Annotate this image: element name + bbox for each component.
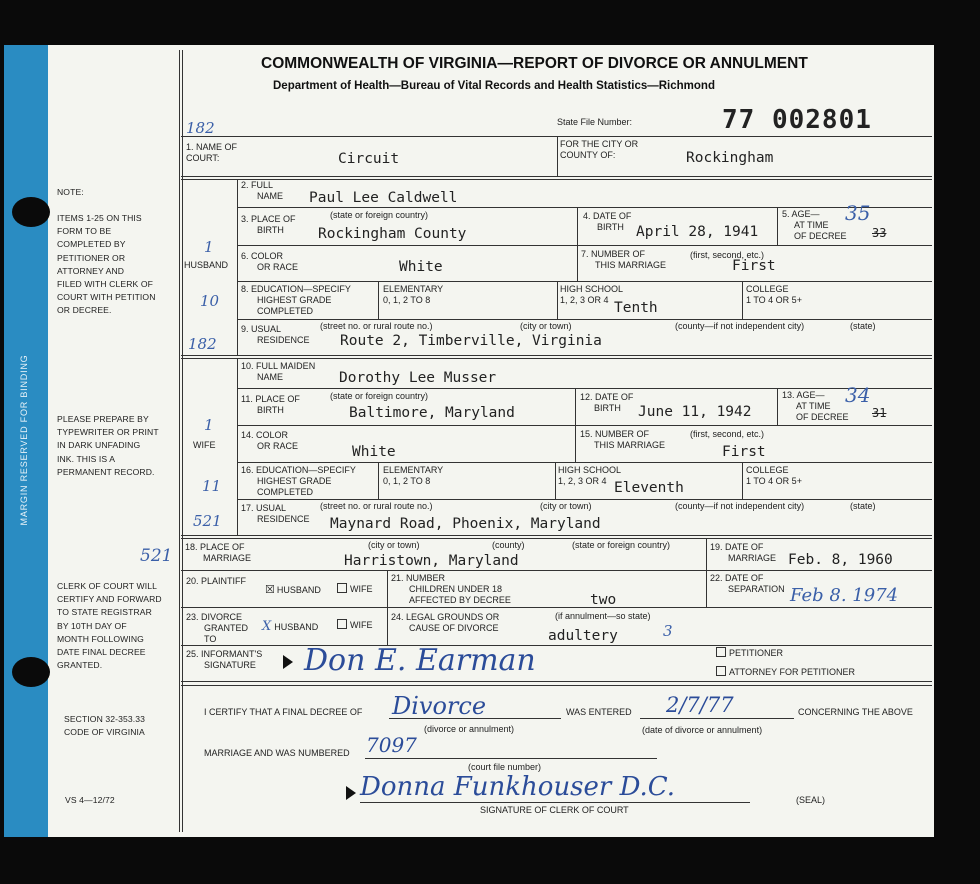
label-line: COMPLETED [257, 487, 314, 497]
husband-section-label: HUSBAND [184, 260, 229, 270]
divider [237, 425, 932, 426]
wife-marriage-number: First [722, 444, 766, 460]
divider [575, 388, 576, 462]
label-line: 17. USUAL [241, 503, 287, 513]
fill-line [360, 802, 750, 803]
label-line: BIRTH [257, 225, 284, 235]
label-line: HIGH SCHOOL [560, 284, 624, 294]
note-line: INK. THIS IS A [57, 453, 116, 464]
wife-dob-label [580, 392, 633, 414]
divider [237, 499, 932, 500]
label-line: OR RACE [257, 441, 299, 451]
label-line: 9. USUAL [241, 324, 282, 334]
divider [706, 538, 707, 607]
plaintiff-label: 20. PLAINTIFF [186, 576, 247, 586]
separation-label [710, 573, 785, 595]
granted-wife-checkbox[interactable] [337, 619, 347, 629]
note-line: PETITIONER OR [57, 252, 126, 263]
wife-age: 34 [845, 383, 871, 407]
divider [237, 245, 932, 246]
marriage-place: Harristown, Maryland [344, 553, 519, 569]
husband-birthplace-label [241, 214, 296, 236]
husband-side-code: 182 [188, 335, 217, 353]
label-line: 2. FULL [241, 180, 274, 190]
husband-residence-label [241, 324, 310, 346]
label-line: MARRIAGE [728, 553, 777, 563]
wife-residence-label [241, 503, 310, 525]
label-line: COUNTY OF: [560, 150, 616, 160]
note-line: FORM TO BE [57, 226, 112, 237]
wife-side-code: 521 [193, 512, 222, 530]
husband-dob: April 28, 1941 [636, 224, 759, 240]
husband-marriage-number: First [732, 258, 776, 274]
residence-hint-county: (county—if not independent city) [675, 501, 805, 511]
divider [577, 207, 578, 281]
note-line: MONTH FOLLOWING [57, 633, 144, 644]
plaintiff-wife-option[interactable] [337, 583, 373, 594]
divider [378, 281, 379, 319]
wife-birthplace-hint: (state or foreign country) [330, 391, 429, 401]
numbered-text: MARRIAGE AND WAS NUMBERED [204, 748, 350, 758]
marriage-place-hint-state: (state or foreign country) [572, 540, 671, 550]
label-line: 12. DATE OF [580, 392, 634, 402]
note-line: SECTION 32-353.33 [64, 714, 145, 724]
note-clerk-block [57, 580, 162, 672]
plaintiff-wife-checkbox[interactable] [337, 583, 347, 593]
husband-name-label [241, 180, 283, 202]
note-line: FILED WITH CLERK OF [57, 279, 153, 290]
wife-color-label [241, 430, 298, 452]
divider [181, 607, 932, 608]
label-line: AFFECTED BY DECREE [409, 595, 511, 605]
residence-hint-city: (city or town) [540, 501, 592, 511]
husband-side-code: 10 [200, 292, 220, 310]
label-line: SEPARATION [728, 584, 785, 594]
label-line: SIGNATURE [204, 660, 256, 670]
divider [237, 462, 932, 463]
section-code-block [64, 713, 145, 739]
form-number: VS 4—12/72 [65, 795, 115, 805]
attorney-checkbox[interactable] [716, 666, 726, 676]
husband-college-label [746, 284, 802, 306]
divider [555, 462, 556, 499]
plaintiff-husband-checkbox-checked[interactable]: ☒ [265, 584, 275, 596]
wife-name-label [241, 361, 315, 383]
informant-attorney-option[interactable] [716, 666, 855, 677]
wife-color: White [352, 444, 396, 460]
wife-birthplace-label [241, 394, 300, 416]
wife-college-label [746, 465, 802, 487]
label-line: COURT: [186, 153, 220, 163]
wife-residence: Maynard Road, Phoenix, Maryland [330, 516, 601, 532]
husband-dob-label [583, 211, 631, 233]
punch-hole-icon [12, 657, 50, 687]
note-line: PERMANENT RECORD. [57, 466, 155, 477]
note-items-block [57, 212, 156, 318]
husband-full-name: Paul Lee Caldwell [309, 190, 458, 206]
wife-birthplace: Baltimore, Maryland [349, 405, 515, 421]
informant-signature: Don E. Earman [304, 643, 536, 678]
label-line: 23. DIVORCE [186, 612, 243, 622]
arrow-pointer-icon [283, 655, 293, 669]
residence-hint-state: (state) [850, 501, 876, 511]
grounds-hint: (if annulment—so state) [555, 611, 651, 621]
marriage-place-hint-city: (city or town) [368, 540, 420, 550]
label-line: 15. NUMBER OF [580, 429, 650, 439]
divider [777, 388, 778, 425]
residence-hint-street: (street no. or rural route no.) [320, 321, 433, 331]
option-label: WIFE [350, 620, 373, 630]
grounds-label [391, 612, 499, 634]
divider [181, 535, 932, 536]
clerk-signature: Donna Funkhouser D.C. [360, 772, 676, 802]
court-city-value: Rockingham [686, 150, 774, 166]
label-line: AT TIME [796, 401, 831, 411]
pencil-code-182: 182 [186, 119, 215, 137]
wife-full-name: Dorothy Lee Musser [339, 370, 497, 386]
divider [181, 685, 932, 686]
divider [742, 462, 743, 499]
label-line: GRANTED [204, 623, 249, 633]
divider [181, 176, 932, 177]
note-line: CLERK OF COURT WILL [57, 581, 157, 591]
wife-age-struck: 31 [872, 406, 887, 420]
wife-side-code: 1 [204, 416, 214, 434]
residence-hint-city: (city or town) [520, 321, 572, 331]
label-line: HIGH SCHOOL [558, 465, 622, 475]
separation-date: Feb 8. 1974 [790, 585, 899, 606]
note-line: COMPLETED BY [57, 239, 126, 250]
option-label: PETITIONER [729, 648, 784, 658]
label-line: 0, 1, 2 TO 8 [383, 295, 431, 305]
note-prepare-block [57, 413, 159, 479]
label-line: COLLEGE [746, 284, 789, 294]
note-line: TYPEWRITER OR PRINT [57, 427, 159, 438]
label-line: COMPLETED [257, 306, 314, 316]
informant-petitioner-option[interactable] [716, 647, 783, 658]
divider [237, 281, 932, 282]
wife-marriage-number-label [580, 429, 665, 451]
label-line: CHILDREN UNDER 18 [409, 584, 503, 594]
label-line: THIS MARRIAGE [595, 260, 667, 270]
note-line: TO STATE REGISTRAR [57, 607, 152, 618]
divider [777, 207, 778, 245]
wife-education-label [241, 465, 356, 498]
husband-elementary-label [383, 284, 443, 306]
wife-highschool: Eleventh [614, 480, 684, 496]
husband-education-label [241, 284, 351, 317]
label-line: 13. AGE— [782, 390, 825, 400]
label-line: 14. COLOR [241, 430, 289, 440]
entered-text: WAS ENTERED [566, 707, 632, 717]
note-line: GRANTED. [57, 660, 103, 671]
label-line: BIRTH [597, 222, 624, 232]
option-label: WIFE [350, 584, 373, 594]
wife-side-code: 11 [202, 477, 222, 495]
label-line: 22. DATE OF [710, 573, 764, 583]
option-label: HUSBAND [274, 622, 319, 632]
label-line: 11. PLACE OF [241, 394, 300, 404]
label-line: FOR THE CITY OR [560, 139, 639, 149]
divider [181, 358, 932, 359]
label-line: MARRIAGE [203, 553, 252, 563]
petitioner-checkbox[interactable] [716, 647, 726, 657]
label-line: ELEMENTARY [383, 284, 444, 294]
form-left-border-inner [182, 50, 183, 832]
label-line: RESIDENCE [257, 335, 310, 345]
label-line: OF DECREE [794, 231, 847, 241]
divider [181, 538, 932, 539]
granted-wife-option[interactable] [337, 619, 373, 630]
divider [181, 645, 932, 646]
label-line: HIGHEST GRADE [257, 476, 332, 486]
marriage-date: Feb. 8, 1960 [788, 552, 893, 568]
note-title: NOTE: [57, 187, 84, 197]
note-line: PLEASE PREPARE BY [57, 414, 149, 424]
residence-hint-street: (street no. or rural route no.) [320, 501, 433, 511]
seal-label: (SEAL) [796, 795, 826, 805]
divider [181, 570, 932, 571]
label-line: 16. EDUCATION—SPECIFY [241, 465, 356, 475]
divider [387, 570, 388, 645]
label-line: HIGHEST GRADE [257, 295, 332, 305]
label-line: ELEMENTARY [383, 465, 444, 475]
children-count: two [590, 592, 617, 608]
husband-age-label [782, 209, 847, 242]
husband-side-code: 1 [204, 238, 214, 256]
punch-hole-icon [12, 197, 50, 227]
label-line: OF DECREE [796, 412, 849, 422]
husband-age: 35 [845, 201, 871, 225]
label-line: 3. PLACE OF [241, 214, 296, 224]
label-line: 4. DATE OF [583, 211, 632, 221]
court-name-value: Circuit [338, 151, 400, 167]
fill-line [365, 758, 657, 759]
children-label [391, 573, 511, 606]
label-line: 6. COLOR [241, 251, 284, 261]
divider [378, 462, 379, 499]
note-line: ATTORNEY AND [57, 265, 125, 276]
divider [237, 319, 932, 320]
label-line: THIS MARRIAGE [594, 440, 666, 450]
note-line: DATE FINAL DECREE [57, 647, 146, 658]
note-line: OR DECREE. [57, 305, 112, 316]
form-title: COMMONWEALTH OF VIRGINIA—REPORT OF DIVORCE OR ANNULMENT [261, 55, 808, 72]
court-label [186, 142, 237, 164]
label-line: 24. LEGAL GROUNDS OR [391, 612, 500, 622]
granted-husband-option[interactable] [262, 619, 318, 634]
label-line: BIRTH [257, 405, 284, 415]
label-line: TO [204, 634, 217, 644]
option-label: ATTORNEY FOR PETITIONER [729, 667, 856, 677]
marriage-place-label [185, 542, 251, 564]
residence-hint-county: (county—if not independent city) [675, 321, 805, 331]
wife-marriage-number-hint: (first, second, etc.) [690, 429, 765, 439]
clerk-signature-label: SIGNATURE OF CLERK OF COURT [480, 805, 629, 815]
wife-dob: June 11, 1942 [638, 404, 752, 420]
note-line: COURT WITH PETITION [57, 292, 156, 303]
note-line: BY 10TH DAY OF [57, 620, 127, 631]
label-line: 25. INFORMANT'S [186, 649, 263, 659]
grounds-value: adultery [548, 628, 618, 644]
label-line: 1, 2, 3 OR 4 [558, 476, 607, 486]
divider [237, 388, 932, 389]
granted-label [186, 612, 248, 645]
entry-date: 2/7/77 [666, 693, 734, 717]
label-line: NAME [257, 191, 284, 201]
note-line: CODE OF VIRGINIA [64, 727, 145, 738]
label-line: RESIDENCE [257, 514, 310, 524]
state-file-number: 77 002801 [722, 105, 872, 135]
husband-age-struck: 33 [872, 226, 887, 240]
label-line: 1 TO 4 OR 5+ [746, 295, 802, 305]
note-line: CERTIFY AND FORWARD [57, 594, 162, 605]
label-line: AT TIME [794, 220, 829, 230]
husband-highschool: Tenth [614, 300, 658, 316]
grounds-code: 3 [663, 622, 673, 640]
label-line: BIRTH [594, 403, 621, 413]
marriage-place-hint-county: (county) [492, 540, 525, 550]
label-line: CAUSE OF DIVORCE [409, 623, 499, 633]
divider [557, 281, 558, 319]
wife-highschool-label [558, 465, 621, 487]
wife-age-label [782, 390, 849, 423]
court-file-number-hint: (court file number) [468, 762, 542, 772]
fill-line [640, 718, 794, 719]
concerning-text: CONCERNING THE ABOVE [798, 707, 913, 717]
pencil-code-521: 521 [140, 546, 173, 566]
husband-residence: Route 2, Timberville, Virginia [340, 333, 602, 349]
arrow-pointer-icon [346, 786, 356, 800]
divider [181, 681, 932, 682]
divider [557, 136, 558, 176]
label-line: 1 TO 4 OR 5+ [746, 476, 802, 486]
label-line: 0, 1, 2 TO 8 [383, 476, 431, 486]
note-line: IN DARK UNFADING [57, 440, 141, 451]
note-line: ITEMS 1-25 ON THIS [57, 213, 142, 223]
informant-label [186, 649, 262, 671]
husband-marriage-number-hint: (first, second, etc.) [690, 250, 765, 260]
divider [742, 281, 743, 319]
husband-color-label [241, 251, 298, 273]
wife-section-label: WIFE [193, 440, 216, 450]
form-subtitle: Department of Health—Bureau of Vital Records and Health Statistics—Richmond [273, 80, 715, 92]
husband-marriage-number-label [581, 249, 666, 271]
label-line: 19. DATE OF [710, 542, 764, 552]
state-file-label: State File Number: [557, 117, 633, 127]
wife-elementary-label [383, 465, 443, 487]
husband-color: White [399, 259, 443, 275]
divider [237, 207, 932, 208]
granted-husband-mark[interactable]: X [262, 619, 272, 634]
label-line: 1, 2, 3 OR 4 [560, 295, 609, 305]
label-line: OR RACE [257, 262, 299, 272]
label-line: 1. NAME OF [186, 142, 238, 152]
decree-date-hint: (date of divorce or annulment) [642, 725, 763, 735]
husband-birthplace: Rockingham County [318, 226, 467, 242]
court-file-number: 7097 [366, 733, 417, 757]
binding-margin-text: MARGIN RESERVED FOR BINDING [19, 354, 29, 526]
decree-type-hint: (divorce or annulment) [424, 724, 515, 734]
plaintiff-husband-option[interactable] [265, 583, 321, 596]
label-line: 10. FULL MAIDEN [241, 361, 316, 371]
divider [237, 179, 238, 355]
residence-hint-state: (state) [850, 321, 876, 331]
label-line: 21. NUMBER [391, 573, 446, 583]
divider [181, 355, 932, 356]
certify-text: I CERTIFY THAT A FINAL DECREE OF [204, 707, 363, 717]
marriage-date-label [710, 542, 776, 564]
husband-birthplace-hint: (state or foreign country) [330, 210, 429, 220]
court-city-label [560, 139, 638, 161]
divider [237, 358, 238, 535]
label-line: COLLEGE [746, 465, 789, 475]
option-label: HUSBAND [276, 585, 321, 595]
label-line: 18. PLACE OF [185, 542, 245, 552]
divider [181, 179, 932, 180]
form-left-border [179, 50, 180, 832]
label-line: NAME [257, 372, 284, 382]
label-line: 8. EDUCATION—SPECIFY [241, 284, 351, 294]
label-line: 5. AGE— [782, 209, 820, 219]
label-line: 7. NUMBER OF [581, 249, 646, 259]
decree-type: Divorce [392, 692, 487, 720]
